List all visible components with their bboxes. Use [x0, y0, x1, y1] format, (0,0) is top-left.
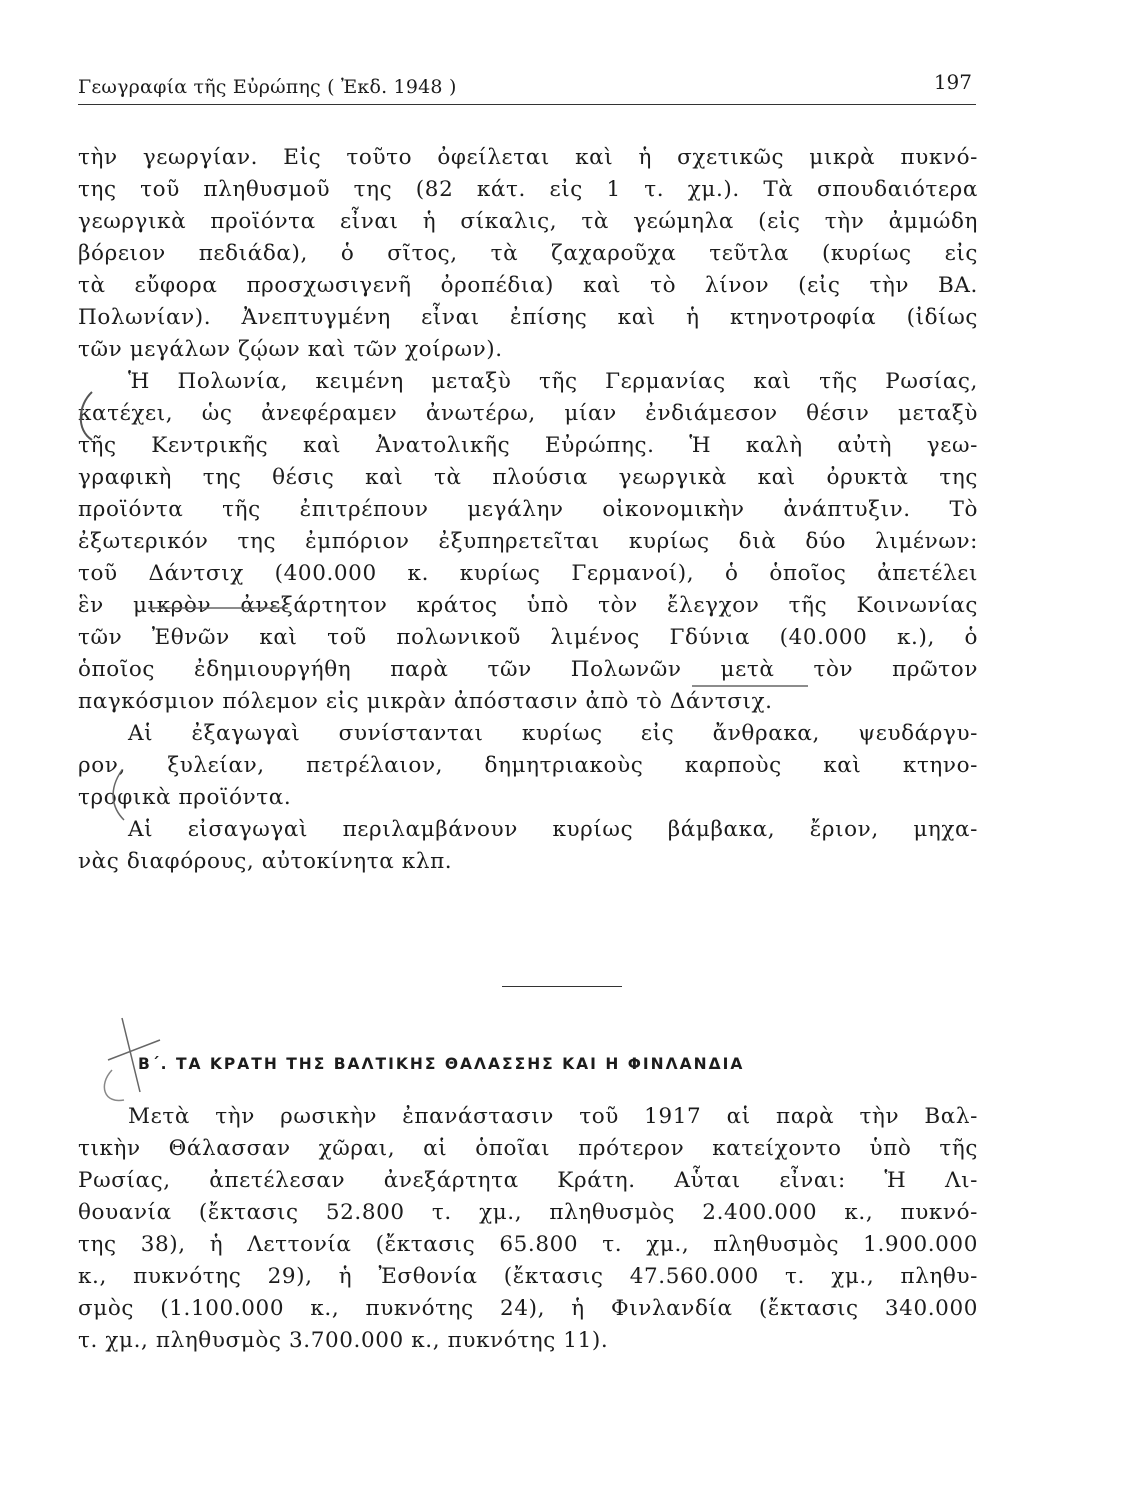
paragraph-exports	[78, 718, 978, 814]
text-line: τῶν μεγάλων ζῴων καὶ τῶν χοίρων).	[78, 337, 503, 362]
paragraph-agriculture	[78, 142, 978, 366]
paragraph-geography	[78, 366, 978, 718]
paragraph-imports	[78, 814, 978, 878]
text-line: γραφικὴ της θέσις καὶ τὰ πλούσια γεωργικὰ καὶ ὀρυκτὰ της	[78, 465, 978, 490]
text-line: τροφικὰ προϊόντα.	[78, 785, 292, 810]
text-line: της τοῦ πληθυσμοῦ της (82 κάτ. εἰς 1 τ. χμ.). Τὰ σπουδαιότερα	[78, 177, 978, 202]
text-line: ἓν μικρὸν ἀνεξάρτητον κράτος ὑπὸ τὸν ἔλεγχον τῆς Κοινωνίας	[78, 593, 978, 618]
text-line: Ρωσίας, ἀπετέλεσαν ἀνεξάρτητα Κράτη. Αὗται εἶναι: Ἡ Λι-	[78, 1168, 978, 1193]
text-line: παγκόσμιον πόλεμον εἰς μικρὰν ἀπόστασιν ἀπὸ τὸ Δάντσιχ.	[78, 689, 773, 714]
text-line: τ. χμ., πληθυσμὸς 3.700.000 κ., πυκνότης 11).	[78, 1328, 609, 1353]
text-line: γεωργικὰ προϊόντα εἶναι ἡ σίκαλις, τὰ γεώμηλα (εἰς τὴν ἀμμώδη	[78, 209, 978, 234]
text-line: κ., πυκνότης 29), ἡ Ἐσθονία (ἔκτασις 47.560.000 τ. χμ., πληθυ-	[78, 1264, 978, 1289]
text-line: Πολωνίαν). Ἀνεπτυγμένη εἶναι ἐπίσης καὶ ἡ κτηνοτροφία (ἰδίως	[78, 305, 978, 330]
text-line: Αἱ ἐξαγωγαὶ συνίστανται κυρίως εἰς ἄνθρακα, ψευδάργυ-	[128, 721, 978, 746]
text-line: τικὴν Θάλασσαν χῶραι, αἱ ὁποῖαι πρότερον κατείχοντο ὑπὸ τῆς	[78, 1136, 978, 1161]
header-rule	[78, 104, 976, 105]
running-header	[78, 70, 976, 106]
text-line: σμὸς (1.100.000 κ., πυκνότης 24), ἡ Φινλανδία (ἔκτασις 340.000	[78, 1296, 978, 1321]
text-line: ὁποῖος ἐδημιουργήθη παρὰ τῶν Πολωνῶν μετὰ τὸν πρῶτον	[78, 657, 978, 682]
text-line: κατέχει, ὡς ἀνεφέραμεν ἀνωτέρω, μίαν ἐνδιάμεσον θέσιν μεταξὺ	[78, 401, 978, 426]
text-line: τὰ εὔφορα προσχωσιγενῆ ὀροπέδια) καὶ τὸ λίνον (εἰς τὴν ΒΑ.	[78, 273, 978, 298]
pencil-scribble-mark	[104, 1070, 124, 1101]
section-separator	[502, 986, 622, 987]
text-line: Μετὰ τὴν ρωσικὴν ἐπανάστασιν τοῦ 1917 αἱ παρὰ τὴν Βαλ-	[128, 1104, 978, 1129]
section-heading: Β΄. ΤΑ ΚΡΑΤΗ ΤΗΣ ΒΑΛΤΙΚΗΣ ΘΑΛΑΣΣΗΣ ΚΑΙ Η ΦΙΝΛΑΝΔΙΑ	[138, 1055, 745, 1073]
text-line: τῆς Κεντρικῆς καὶ Ἀνατολικῆς Εὐρώπης. Ἡ καλὴ αὐτὴ γεω-	[78, 433, 978, 458]
text-line: προϊόντα τῆς ἐπιτρέπουν μεγάλην οἰκονομικὴν ἀνάπτυξιν. Τὸ	[78, 497, 978, 522]
text-line: Αἱ εἰσαγωγαὶ περιλαμβάνουν κυρίως βάμβακα, ἔριον, μηχα-	[128, 817, 978, 842]
header-title: Γεωγραφία τῆς Εὐρώπης ( Ἐκδ. 1948 )	[78, 76, 457, 98]
text-line: νὰς διαφόρους, αὐτοκίνητα κλπ.	[78, 849, 453, 874]
text-line: τὴν γεωργίαν. Εἰς τοῦτο ὀφείλεται καὶ ἡ σχετικῶς μικρὰ πυκνό-	[78, 145, 978, 170]
text-line: της 38), ἡ Λεττονία (ἔκτασις 65.800 τ. χμ., πληθυσμὸς 1.900.000	[78, 1232, 978, 1257]
text-line: βόρειον πεδιάδα), ὁ σῖτος, τὰ ζαχαροῦχα τεῦτλα (κυρίως εἰς	[78, 241, 978, 266]
page-number: 197	[933, 70, 972, 94]
section-text	[78, 1101, 978, 1357]
text-line: ἐξωτερικόν της ἐμπόριον ἐξυπηρετεῖται κυρίως διὰ δύο λιμένων:	[78, 529, 978, 554]
main-text	[78, 142, 978, 878]
text-line: Ἡ Πολωνία, κειμένη μεταξὺ τῆς Γερμανίας καὶ τῆς Ρωσίας,	[128, 369, 978, 394]
text-line: ρον, ξυλείαν, πετρέλαιον, δημητριακοὺς καρποὺς καὶ κτηνο-	[78, 753, 978, 778]
text-line: τῶν Ἐθνῶν καὶ τοῦ πολωνικοῦ λιμένος Γδύνια (40.000 κ.), ὁ	[78, 625, 978, 650]
text-line: τοῦ Δάντσιχ (400.000 κ. κυρίως Γερμανοί), ὁ ὁποῖος ἀπετέλει	[78, 561, 978, 586]
text-line: θουανία (ἔκτασις 52.800 τ. χμ., πληθυσμὸς 2.400.000 κ., πυκνό-	[78, 1200, 978, 1225]
